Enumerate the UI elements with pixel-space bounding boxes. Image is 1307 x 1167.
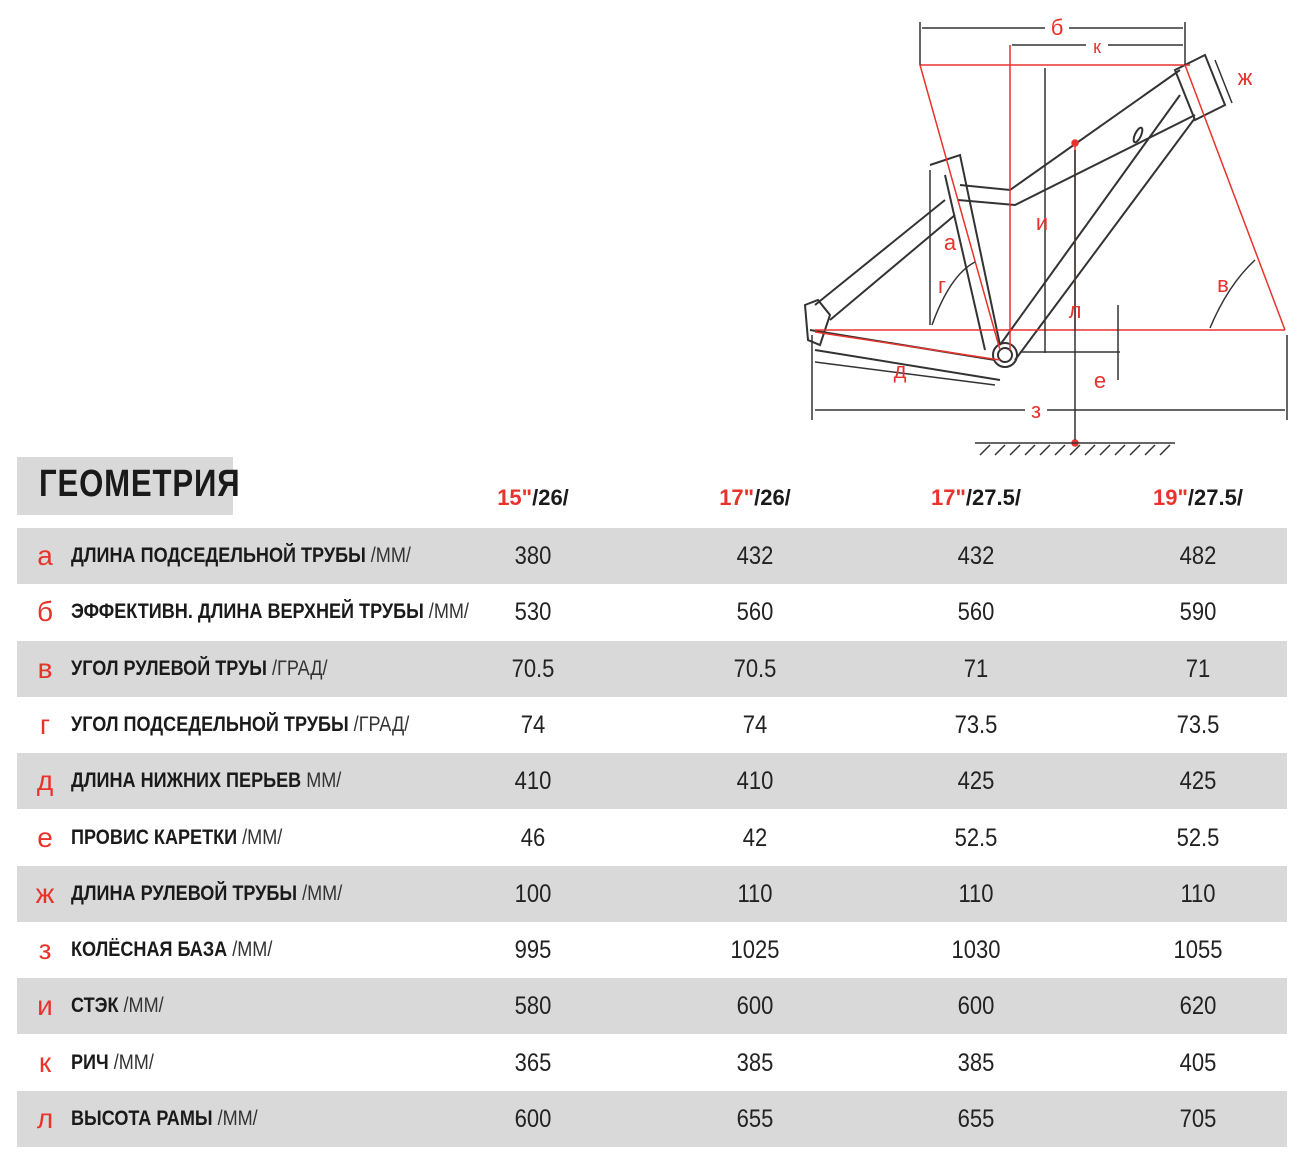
row-letter: и bbox=[37, 990, 53, 1022]
table-cell: 385 bbox=[957, 1048, 995, 1077]
row-label bbox=[71, 584, 469, 640]
row-label bbox=[71, 978, 164, 1034]
row-label bbox=[71, 697, 409, 753]
row-unit: /ММ/ bbox=[297, 881, 343, 905]
table-cell: 705 bbox=[1179, 1105, 1217, 1133]
row-letter: а bbox=[37, 540, 53, 571]
table-cell: 590 bbox=[1179, 598, 1217, 627]
row-label bbox=[71, 528, 411, 584]
row-label bbox=[71, 922, 272, 978]
table-row bbox=[17, 1091, 1287, 1147]
table-row bbox=[17, 978, 1287, 1034]
row-name: УГОЛ РУЛЕВОЙ ТРУЫ bbox=[71, 656, 267, 680]
bike-frame bbox=[805, 55, 1225, 380]
table-row bbox=[17, 641, 1287, 697]
geometry-lines bbox=[815, 45, 1285, 446]
column-size: 15" bbox=[497, 485, 533, 510]
table-cell: 655 bbox=[957, 1105, 995, 1133]
table-cell: 655 bbox=[736, 1105, 774, 1133]
label-k: к bbox=[1093, 37, 1101, 57]
row-letter: б bbox=[36, 596, 54, 628]
column-wheel: /27.5/ bbox=[965, 485, 1021, 510]
row-unit: /ММ/ bbox=[212, 1107, 258, 1130]
table-cell: 52.5 bbox=[1176, 823, 1220, 852]
row-letter: д bbox=[36, 765, 54, 797]
row-label bbox=[71, 1091, 258, 1147]
row-unit: /ГРАД/ bbox=[266, 656, 328, 680]
table-cell: 560 bbox=[736, 598, 774, 627]
row-label bbox=[71, 810, 282, 866]
column-size: 17" bbox=[719, 485, 755, 510]
row-letter: к bbox=[38, 1046, 52, 1078]
table-cell: 110 bbox=[1180, 879, 1216, 908]
table-cell: 560 bbox=[957, 598, 995, 627]
row-unit: /ММ/ bbox=[365, 544, 411, 567]
column-header bbox=[453, 485, 613, 511]
frame-geometry-diagram bbox=[0, 0, 1307, 470]
row-name: ДЛИНА НИЖНИХ ПЕРЬЕВ bbox=[71, 769, 302, 793]
column-wheel: /26/ bbox=[532, 485, 569, 510]
column-wheel: /26/ bbox=[754, 485, 791, 510]
table-cell: 600 bbox=[736, 992, 774, 1021]
row-name: ВЫСОТА РАМЫ bbox=[71, 1107, 213, 1130]
row-name: ЭФФЕКТИВН. ДЛИНА ВЕРХНЕЙ ТРУБЫ bbox=[71, 600, 424, 624]
table-cell: 425 bbox=[957, 767, 995, 796]
table-cell: 71 bbox=[1185, 654, 1211, 683]
table-row bbox=[17, 528, 1287, 584]
table-cell: 482 bbox=[1179, 542, 1217, 570]
table-cell: 46 bbox=[520, 823, 546, 852]
row-label bbox=[71, 1035, 154, 1091]
table-cell: 410 bbox=[736, 767, 774, 796]
row-unit: /ММ/ bbox=[237, 825, 283, 849]
table-cell: 110 bbox=[958, 879, 994, 908]
table-cell: 74 bbox=[520, 710, 546, 739]
table-cell: 73.5 bbox=[1176, 710, 1220, 739]
row-name: КОЛЁСНАЯ БАЗА bbox=[71, 938, 228, 962]
table-cell: 74 bbox=[742, 710, 768, 739]
table-cell: 580 bbox=[514, 992, 552, 1021]
row-label bbox=[71, 641, 328, 697]
table-cell: 100 bbox=[514, 879, 552, 908]
table-title-box bbox=[17, 457, 241, 515]
row-unit: /ММ/ bbox=[227, 938, 273, 962]
row-unit: /ГРАД/ bbox=[348, 712, 410, 736]
table-cell: 1030 bbox=[951, 936, 1001, 965]
label-d: д bbox=[893, 358, 907, 383]
column-header bbox=[1118, 485, 1278, 511]
table-cell: 432 bbox=[957, 542, 995, 570]
row-name: СТЭК bbox=[71, 994, 119, 1018]
row-letter: ж bbox=[35, 877, 55, 909]
row-name: ДЛИНА ПОДСЕДЕЛЬНОЙ ТРУБЫ bbox=[71, 544, 366, 567]
label-a: а bbox=[943, 230, 957, 255]
table-cell: 410 bbox=[514, 767, 552, 796]
row-name: ПРОВИС КАРЕТКИ bbox=[71, 825, 238, 849]
table-cell: 380 bbox=[514, 542, 552, 570]
row-letter: г bbox=[39, 708, 51, 740]
table-cell: 73.5 bbox=[954, 710, 998, 739]
table-cell: 405 bbox=[1179, 1048, 1217, 1077]
table-cell: 385 bbox=[736, 1048, 774, 1077]
row-letter: з bbox=[38, 934, 52, 966]
label-g: г bbox=[937, 273, 947, 298]
table-row bbox=[17, 753, 1287, 809]
row-name: ДЛИНА РУЛЕВОЙ ТРУБЫ bbox=[71, 881, 298, 905]
row-letter: л bbox=[36, 1103, 54, 1134]
row-unit: /ММ/ bbox=[108, 1050, 154, 1074]
column-wheel: /27.5/ bbox=[1187, 485, 1243, 510]
column-header bbox=[896, 485, 1056, 511]
table-cell: 1055 bbox=[1173, 936, 1223, 965]
row-letter: в bbox=[37, 652, 53, 684]
table-cell: 42 bbox=[742, 823, 768, 852]
label-z: з bbox=[1030, 398, 1042, 423]
column-size: 19" bbox=[1153, 485, 1188, 510]
table-cell: 70.5 bbox=[733, 654, 777, 683]
table-row bbox=[17, 1035, 1287, 1091]
table-row bbox=[17, 810, 1287, 866]
table-cell: 110 bbox=[737, 879, 773, 908]
table-cell: 600 bbox=[514, 1105, 552, 1133]
row-letter: е bbox=[37, 821, 53, 853]
table-cell: 600 bbox=[957, 992, 995, 1021]
label-l: л bbox=[1068, 298, 1082, 323]
table-cell: 425 bbox=[1179, 767, 1217, 796]
table-cell: 365 bbox=[514, 1048, 552, 1077]
column-size: 17" bbox=[931, 485, 966, 510]
label-v: в bbox=[1217, 272, 1229, 297]
table-title: ГЕОМЕТРИЯ bbox=[39, 463, 241, 505]
row-name: РИЧ bbox=[71, 1050, 109, 1074]
label-zh: ж bbox=[1237, 65, 1253, 90]
table-row bbox=[17, 922, 1287, 978]
table-cell: 1025 bbox=[730, 936, 780, 965]
table-cell: 432 bbox=[736, 542, 774, 570]
table-row bbox=[17, 697, 1287, 753]
row-label bbox=[71, 753, 341, 809]
table-cell: 530 bbox=[514, 598, 552, 627]
table-cell: 995 bbox=[514, 936, 552, 965]
table-cell: 71 bbox=[963, 654, 989, 683]
label-i: и bbox=[1035, 210, 1049, 235]
dimension-lines bbox=[812, 22, 1287, 455]
label-b: б bbox=[1050, 15, 1064, 40]
table-cell: 70.5 bbox=[511, 654, 555, 683]
row-label bbox=[71, 866, 342, 922]
row-unit: /ММ/ bbox=[118, 994, 164, 1018]
label-e: е bbox=[1093, 368, 1107, 393]
table-cell: 620 bbox=[1179, 992, 1217, 1021]
row-name: УГОЛ ПОДСЕДЕЛЬНОЙ ТРУБЫ bbox=[71, 712, 349, 736]
table-cell: 52.5 bbox=[954, 823, 998, 852]
row-unit: ММ/ bbox=[301, 769, 342, 793]
row-unit: /ММ/ bbox=[423, 600, 469, 624]
table-row bbox=[17, 584, 1287, 640]
column-header bbox=[675, 485, 835, 511]
table-row bbox=[17, 866, 1287, 922]
